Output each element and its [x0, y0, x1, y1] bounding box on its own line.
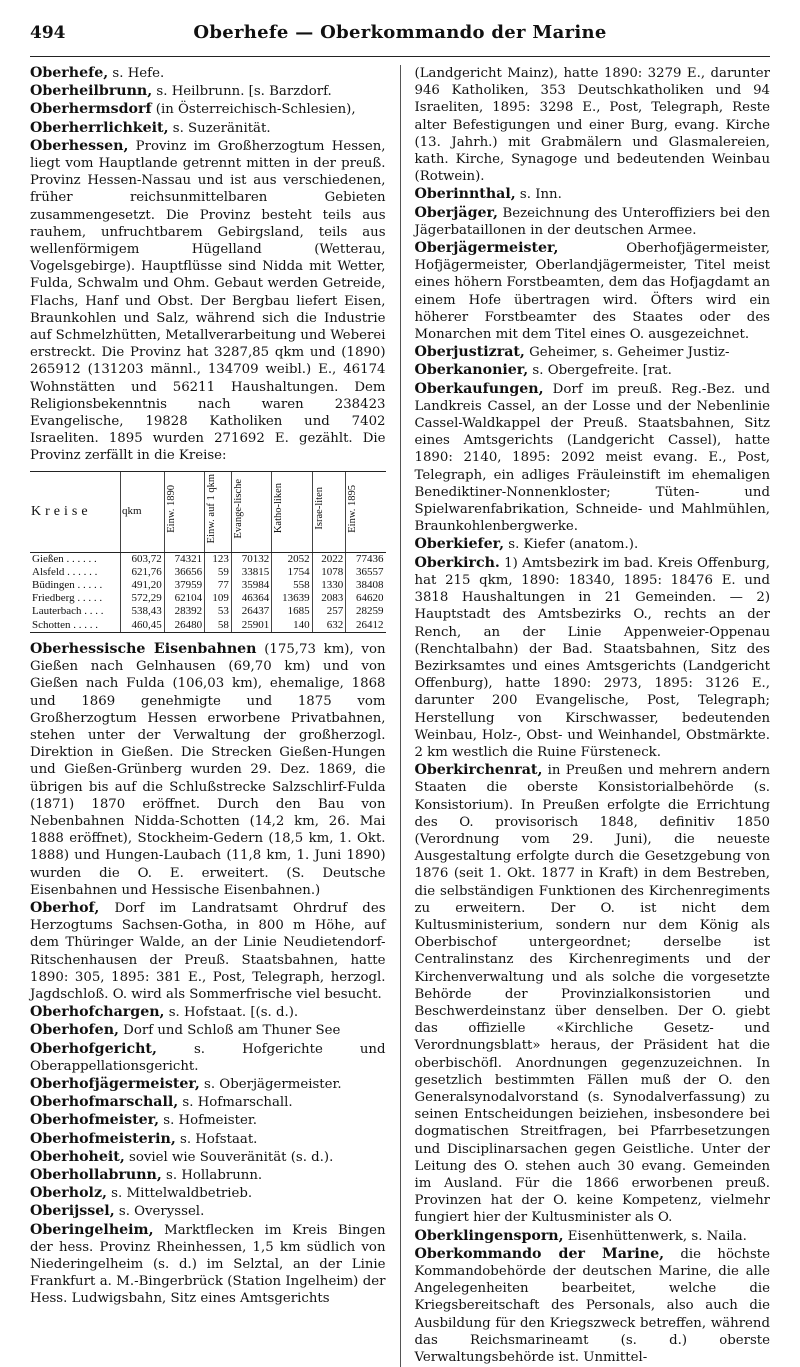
entry-headword: Oberhofgericht, — [30, 1040, 157, 1057]
table-cell: 37959 — [164, 579, 204, 592]
table-header-label: Kreise — [31, 504, 92, 520]
page-header — [30, 22, 770, 57]
table-cell: 1685 — [272, 605, 312, 618]
table-header-cell — [164, 472, 204, 553]
table-cell: 572,29 — [121, 592, 165, 605]
table-row — [30, 605, 386, 618]
entry-headword: Oberkaufungen, — [414, 380, 544, 397]
page-title: Oberhefe — Oberkommando der Marine — [193, 22, 607, 43]
entry-text: Marktflecken im Kreis Bingen der hess. Provinz Rheinhessen, 1,5 km südlich von Niederingelheim (s. d.) im Selztal, an der Linie Frankfurt a. M.-Bingerbrück (Station Ingelheim) der Hess. Ludwigsbahn, Sitz eines Amtsgerichts — [30, 1222, 386, 1307]
table-header-cell — [205, 472, 232, 553]
table-cell: 26480 — [164, 619, 204, 632]
table-cell: Lauterbach . . . . — [30, 605, 121, 618]
table-header-cell — [312, 472, 346, 553]
table-row — [30, 552, 386, 566]
table-header-label: Einw. 1895 — [347, 484, 359, 533]
dictionary-entry — [30, 1004, 386, 1021]
entry-text: Dorf und Schloß am Thuner See — [118, 1023, 341, 1039]
entry-headword: Oberijssel, — [30, 1203, 115, 1220]
entry-text: s. Hofstaat. — [175, 1131, 258, 1147]
entry-headword: Oberhofjägermeister, — [30, 1075, 200, 1092]
table-header-label: Evange-lische — [232, 478, 244, 539]
dictionary-entry — [415, 381, 771, 536]
entry-text: (175,73 km), von Gießen nach Gelnhausen (69,70 km) und von Gießen nach Fulda (106,03 km), ehemalige, 1868 und 1869 genehmigte und 1875 vom Großherzogtum Hessen erworbene Privatbahnen, stehen unter der Verwaltung der großherzogl. Direktion in Gießen. Die Strecken Gießen-Hungen und Gießen-Grünberg wurden 29. Dez. 1869, die übrigen bis auf die Schlußstrecke Salzschlirf-Fulda (1871) 1870 eröffnet. Durch den Bau von Nebenbahnen Nidda-Schotten (14,2 km, 26. Mai 1888 eröffnet), Stockheim-Gedern (18,5 km, 1. Okt. 1888) und Hungen-Laubach (11,8 km, 1. Juni 1890) wurden die O. E. erweitert. (S. Deutsche Eisenbahnen und Hessische Eisenbahnen.) — [30, 641, 386, 898]
right-column — [415, 65, 771, 1367]
dictionary-entry — [415, 186, 771, 203]
dictionary-entry — [30, 101, 386, 118]
table-header-cell — [272, 472, 312, 553]
table-cell: 140 — [272, 619, 312, 632]
entry-headword: Oberhessen, — [30, 137, 129, 154]
table-cell: 62104 — [164, 592, 204, 605]
table-cell: 26412 — [356, 618, 384, 631]
entry-headword: Oberhofmarschall, — [30, 1094, 179, 1111]
dictionary-entry — [30, 1185, 386, 1202]
entry-headword: Oberholz, — [30, 1185, 107, 1202]
entry-headword: Oberhermsdorf — [30, 101, 152, 118]
table-cell: 35984 — [231, 579, 271, 592]
table-cell: 70132 — [231, 552, 271, 566]
entry-headword: Oberhefe, — [30, 65, 109, 81]
table-header-cell — [231, 472, 271, 553]
page-number: 494 — [30, 23, 66, 43]
table-cell: 28259 — [356, 605, 384, 618]
entry-text: Provinz im Großherzogtum Hessen, liegt vom Hauptlande getrennt mitten in der preuß. Provinz Hessen-Nassau und ist aus verschiedenen, früher reichsunmittelbaren Gebieten zusammengesetzt. Die Provinz besteht teils aus rauhem, unfruchtbarem Gebirgsland, teils aus wellenförmigem Hügelland (Wetterau, Vogelsgebirge). Hauptflüsse sind Nidda mit Wetter, Fulda, Schwalm und Ohm. Gebaut werden Getreide, Flachs, Hanf und Obst. Der Bergbau liefert Eisen, Braunkohlen und Salz, während sich die Industrie auf Schmelzhütten, Metallverarbeitung und Weberei erstreckt. Die Provinz hat 3287,85 qkm und (1890) 265912 (131203 männl., 134709 weibl.) E., 46174 Wohnstätten und 56211 Haushaltungen. Dem Religionsbekenntnis nach waren 238423 Evangelische, 19828 Katholiken und 7402 Israeliten. 1895 wurden 271692 E. gezählt. Die Provinz zerfällt in die Kreise: — [30, 138, 386, 464]
table-cell: 74321 — [164, 552, 204, 566]
table-cell: 26437 — [231, 605, 271, 618]
table-cell: 2083 — [312, 592, 346, 605]
table-cell: 538,43 — [121, 605, 165, 618]
dictionary-entry — [30, 1131, 386, 1148]
dictionary-entry — [415, 555, 771, 761]
dictionary-entry — [30, 1222, 386, 1308]
entry-headword: Oberhollabrunn, — [30, 1166, 162, 1183]
entry-text: Dorf im preuß. Reg.-Bez. und Landkreis Cassel, an der Losse und der Nebenlinie Cassel-Waldkappel der Preuß. Staatsbahnen, Sitz eines Amtsgerichts (Landgericht Cassel), hatte 1890: 2140, 1895: 2092 meist evang. E., Post, Telegraph, ein adliges Fräuleinstift im ehemaligen Benediktiner-Nonnenkloster; Tüten- und Spielwarenfabrikation, Schneide- und Mahlmühlen, Braunkohlenbergwerke. — [414, 381, 771, 535]
entry-headword: Oberheilbrunn, — [30, 83, 153, 100]
entry-headword: Oberhof, — [30, 899, 100, 916]
dictionary-entry — [30, 1041, 386, 1075]
entry-text: Dorf im Landratsamt Ohrdruf des Herzogtums Sachsen-Gotha, in 800 m Höhe, auf dem Thüringer Walde, an der Linie Neudietendorf-Ritschenhausen der Preuß. Staatsbahnen, hatte 1890: 305, 1895: 381 E., Post, Telegraph, herzogl. Jagdschloß. O. wird als Sommerfrische viel besucht. — [30, 900, 386, 1002]
entry-text: (in Österreichisch-Schlesien), — [151, 102, 356, 118]
entry-text: s. Oberjägermeister. — [199, 1076, 342, 1092]
entry-headword: Oberhofchargen, — [30, 1004, 165, 1021]
kreise-table — [30, 472, 386, 632]
table-row — [30, 579, 386, 592]
table-cell: 59 — [205, 566, 232, 579]
table-row — [30, 566, 386, 579]
entry-text: 1) Amtsbezirk im bad. Kreis Offenburg, hat 215 qkm, 1890: 18340, 1895: 18476 E. und 3818 Haushaltungen in 21 Gemeinden. — 2) Hauptstadt des Amtsbezirks O., rechts an der Rench, an der Linie Appenweier-Oppenau (Renchtalbahn) der Bad. Staatsbahnen, Sitz des Bezirksamtes und eines Amtsgerichts (Landgericht Offenburg), hatte 1890: 2973, 1895: 3126 E., darunter 200 Evangelische, Post, Telegraph; Herstellung von Kirschwasser, bedeutenden Weinbau, Holz-, Obst- und Weinhandel, Obstmärkte. 2 km westlich die Ruine Fürsteneck. — [414, 555, 771, 760]
table-cell: 257 — [312, 605, 346, 618]
entry-text: s. Mittelwaldbetrieb. — [106, 1186, 253, 1202]
table-cell: Schotten . . . . . — [30, 619, 121, 632]
entry-headword: Oberkommando der Marine, — [414, 1245, 665, 1262]
dictionary-entry — [415, 240, 771, 343]
entry-text: Geheimer, s. Geheimer Justiz- — [524, 345, 730, 361]
table-header-label: Einw. 1890 — [165, 484, 177, 533]
entry-headword: Oberhoheit, — [30, 1148, 125, 1165]
left-column — [30, 65, 386, 1367]
entry-text: soviel wie Souveränität (s. d.). — [124, 1149, 334, 1165]
table-header-cell — [30, 472, 121, 553]
entry-headword: Oberhofen, — [30, 1022, 119, 1039]
table-cell: 36656 — [164, 566, 204, 579]
entry-text: s. Hollabrunn. — [161, 1167, 263, 1183]
dictionary-entry — [415, 1246, 771, 1366]
table-cell: Büdingen . . . . . — [30, 579, 121, 592]
entry-headword: Oberjägermeister, — [414, 240, 559, 257]
kreise-table-wrap — [30, 471, 386, 633]
entry-headword: Oberjustizrat, — [414, 344, 525, 361]
dictionary-entry — [30, 65, 386, 82]
dictionary-entry — [415, 205, 771, 239]
entry-text: Eisenhüttenwerk, s. Naila. — [563, 1228, 747, 1244]
table-header-label: Katho-liken — [273, 483, 285, 534]
entry-text: Oberhofjägermeister, Hofjägermeister, Oberlandjägermeister, Titel meist eines höhern Forstbeamten, dem das Hofjagdamt an einem Hofe übertragen wird. Öfters wird ein höherer Forstbeamter des Staates oder des Monarchen mit dem Titel eines O. ausgezeichnet. — [414, 241, 771, 343]
dictionary-entry — [30, 1112, 386, 1129]
entry-headword: Oberhofmeisterin, — [30, 1130, 176, 1147]
entry-headword: Oberinnthal, — [414, 186, 516, 203]
table-cell: Alsfeld . . . . . . — [30, 566, 121, 579]
entry-text: s. Overyssel. — [114, 1204, 205, 1220]
table-cell: 632 — [312, 619, 346, 632]
table-cell: 58 — [205, 619, 232, 632]
entry-text: s. Hefe. — [108, 66, 165, 81]
table-cell: 123 — [205, 552, 232, 566]
entry-headword: Oberkirch. — [414, 554, 500, 571]
table-cell: 38408 — [356, 579, 384, 592]
entry-text: die höchste Kommandobehörde der deutschen Marine, die alle Angelegenheiten bearbeitet, welche die Kriegsbereitschaft des Personals, also auch die Ausbildung für den Kriegszweck betreffen, während das Reichsmarineamt (s. d.) oberste Verwaltungsbehörde ist. Unmittel- — [414, 1246, 771, 1366]
entry-text: s. Hofgerichte und Oberappellationsgericht. — [30, 1041, 386, 1074]
table-cell: 77 — [205, 579, 232, 592]
table-cell: 1078 — [312, 566, 346, 579]
dictionary-entry — [30, 900, 386, 1003]
table-cell: 621,76 — [121, 566, 165, 579]
table-cell: 2052 — [272, 552, 312, 566]
dictionary-entry — [415, 536, 771, 553]
entry-text: (Landgericht Mainz), hatte 1890: 3279 E., darunter 946 Katholiken, 353 Deutschkatholiken und 94 Israeliten, 1895: 3298 E., Post, Telegraph, Reste alter Befestigungen und einer Burg, evang. Kirche (13. Jahrh.) mit Grabmälern und Glasmalereien, kath. Kirche, Synagoge und bedeutenden Weinbau (Rotwein). — [414, 66, 771, 185]
entry-text: s. Hofmeister. — [159, 1113, 257, 1129]
dictionary-entry — [415, 762, 771, 1226]
table-header-label: Einw. auf 1 qkm — [206, 473, 218, 544]
dictionary-entry — [30, 641, 386, 899]
table-cell: 558 — [272, 579, 312, 592]
column-divider — [400, 65, 401, 1367]
entry-headword: Oberhessische Eisenbahnen — [30, 640, 257, 657]
table-cell: 53 — [205, 605, 232, 618]
dictionary-entry — [30, 83, 386, 100]
table-cell: 25901 — [231, 619, 271, 632]
entry-text: s. Heilbrunn. [s. Barzdorf. — [152, 84, 332, 100]
columns — [30, 65, 770, 1367]
table-header-cell — [346, 472, 386, 553]
table-row — [30, 592, 386, 605]
dictionary-entry — [415, 1228, 771, 1245]
entry-headword: Oberhofmeister, — [30, 1112, 160, 1129]
table-header-label: Israe-liten — [313, 487, 325, 530]
entry-headword: Oberkiefer, — [414, 536, 505, 553]
entry-headword: Oberkanonier, — [414, 362, 529, 379]
table-cell: 109 — [205, 592, 232, 605]
dictionary-entry — [30, 1167, 386, 1184]
table-cell: 77436 — [356, 552, 384, 565]
dictionary-entry — [30, 120, 386, 137]
dictionary-entry — [30, 138, 386, 465]
entry-text: in Preußen und mehrern andern Staaten die oberste Konsistorialbehörde (s. Konsistorium). In Preußen erfolgte die Errichtung des O. provisorisch 1848, definitiv 1850 (Verordnung vom 29. Juni), die neueste Ausgestaltung erfolgte durch die Gesetzgebung von 1876 (seit 1. Okt. 1877 in Kraft) in dem Bestreben, die selbständigen Funktionen des Kirchenregiments zu erweitern. Der O. ist nicht dem Kultusministerium, sondern nur dem König als Oberbischof untergeordnet; derselbe ist Centralinstanz des Kirchenregiments und der Kirchenverwaltung und als solche die vorgesetzte Behörde der Provinzialkonsistorien und Beschwerdeinstanz über denselben. Der O. giebt das offizielle «Kirchliche Gesetz- und Verordnungsblatt» heraus, der Präsident hat die oberbischöfl. Anordnungen gegenzuzeichnen. In gesetzlich bestimmten Fällen muß der O. den Generalsynodalvorstand (s. Synodalverfassung) zu seinen Entscheidungen beiziehen, insbesondere bei dogmatischen Streitfragen, bei Pfarrbesetzungen und Disciplinarsachen gegen Geistliche. Unter der Leitung des O. stehen auch 30 evang. Gemeinden im Ausland. Für die 1866 erworbenen preuß. Provinzen hat der O. keine Kompetenz, vielmehr fungiert hier der Kultusminister als O. — [414, 763, 771, 1226]
entry-headword: Oberklingensporn, — [414, 1227, 564, 1244]
table-cell: 28392 — [164, 605, 204, 618]
table-cell: Friedberg . . . . . — [30, 592, 121, 605]
entry-text: s. Hofstaat. [(s. d.). — [164, 1005, 299, 1021]
entry-text: s. Hofmarschall. — [178, 1095, 293, 1111]
table-cell: 460,45 — [121, 619, 165, 632]
dictionary-entry — [30, 1022, 386, 1039]
table-cell: 2022 — [312, 552, 346, 566]
table-cell: 46364 — [231, 592, 271, 605]
dictionary-entry — [415, 65, 771, 185]
table-cell: 13639 — [272, 592, 312, 605]
dictionary-entry — [30, 1149, 386, 1166]
entry-text: Bezeichnung des Unteroffiziers bei den Jägerbataillonen in der deutschen Armee. — [414, 205, 771, 238]
entry-headword: Oberherrlichkeit, — [30, 119, 169, 136]
table-cell: Gießen . . . . . . — [30, 552, 121, 566]
entry-headword: Oberingelheim, — [30, 1221, 154, 1238]
table-cell: 603,72 — [121, 552, 165, 566]
entry-headword: Oberkirchenrat, — [414, 762, 543, 779]
entry-text: s. Suzeränität. — [168, 120, 271, 136]
table-header-cell — [121, 472, 165, 553]
dictionary-entry — [415, 344, 771, 361]
table-cell: 36557 — [356, 565, 384, 578]
dictionary-entry — [30, 1076, 386, 1093]
entry-text: s. Kiefer (anatom.). — [504, 537, 639, 553]
dictionary-entry — [415, 362, 771, 379]
dictionary-entry — [30, 1203, 386, 1220]
dictionary-entry — [30, 1094, 386, 1111]
table-cell: 33815 — [231, 566, 271, 579]
entry-headword: Oberjäger, — [414, 204, 498, 221]
table-cell: 1330 — [312, 579, 346, 592]
table-cell: 1754 — [272, 566, 312, 579]
entry-text: s. Obergefreite. [rat. — [528, 363, 672, 379]
table-header-label: qkm — [122, 505, 142, 518]
table-cell: 64620 — [356, 592, 384, 605]
entry-text: s. Inn. — [515, 187, 562, 203]
table-row — [30, 619, 386, 632]
table-cell: 491,20 — [121, 579, 165, 592]
